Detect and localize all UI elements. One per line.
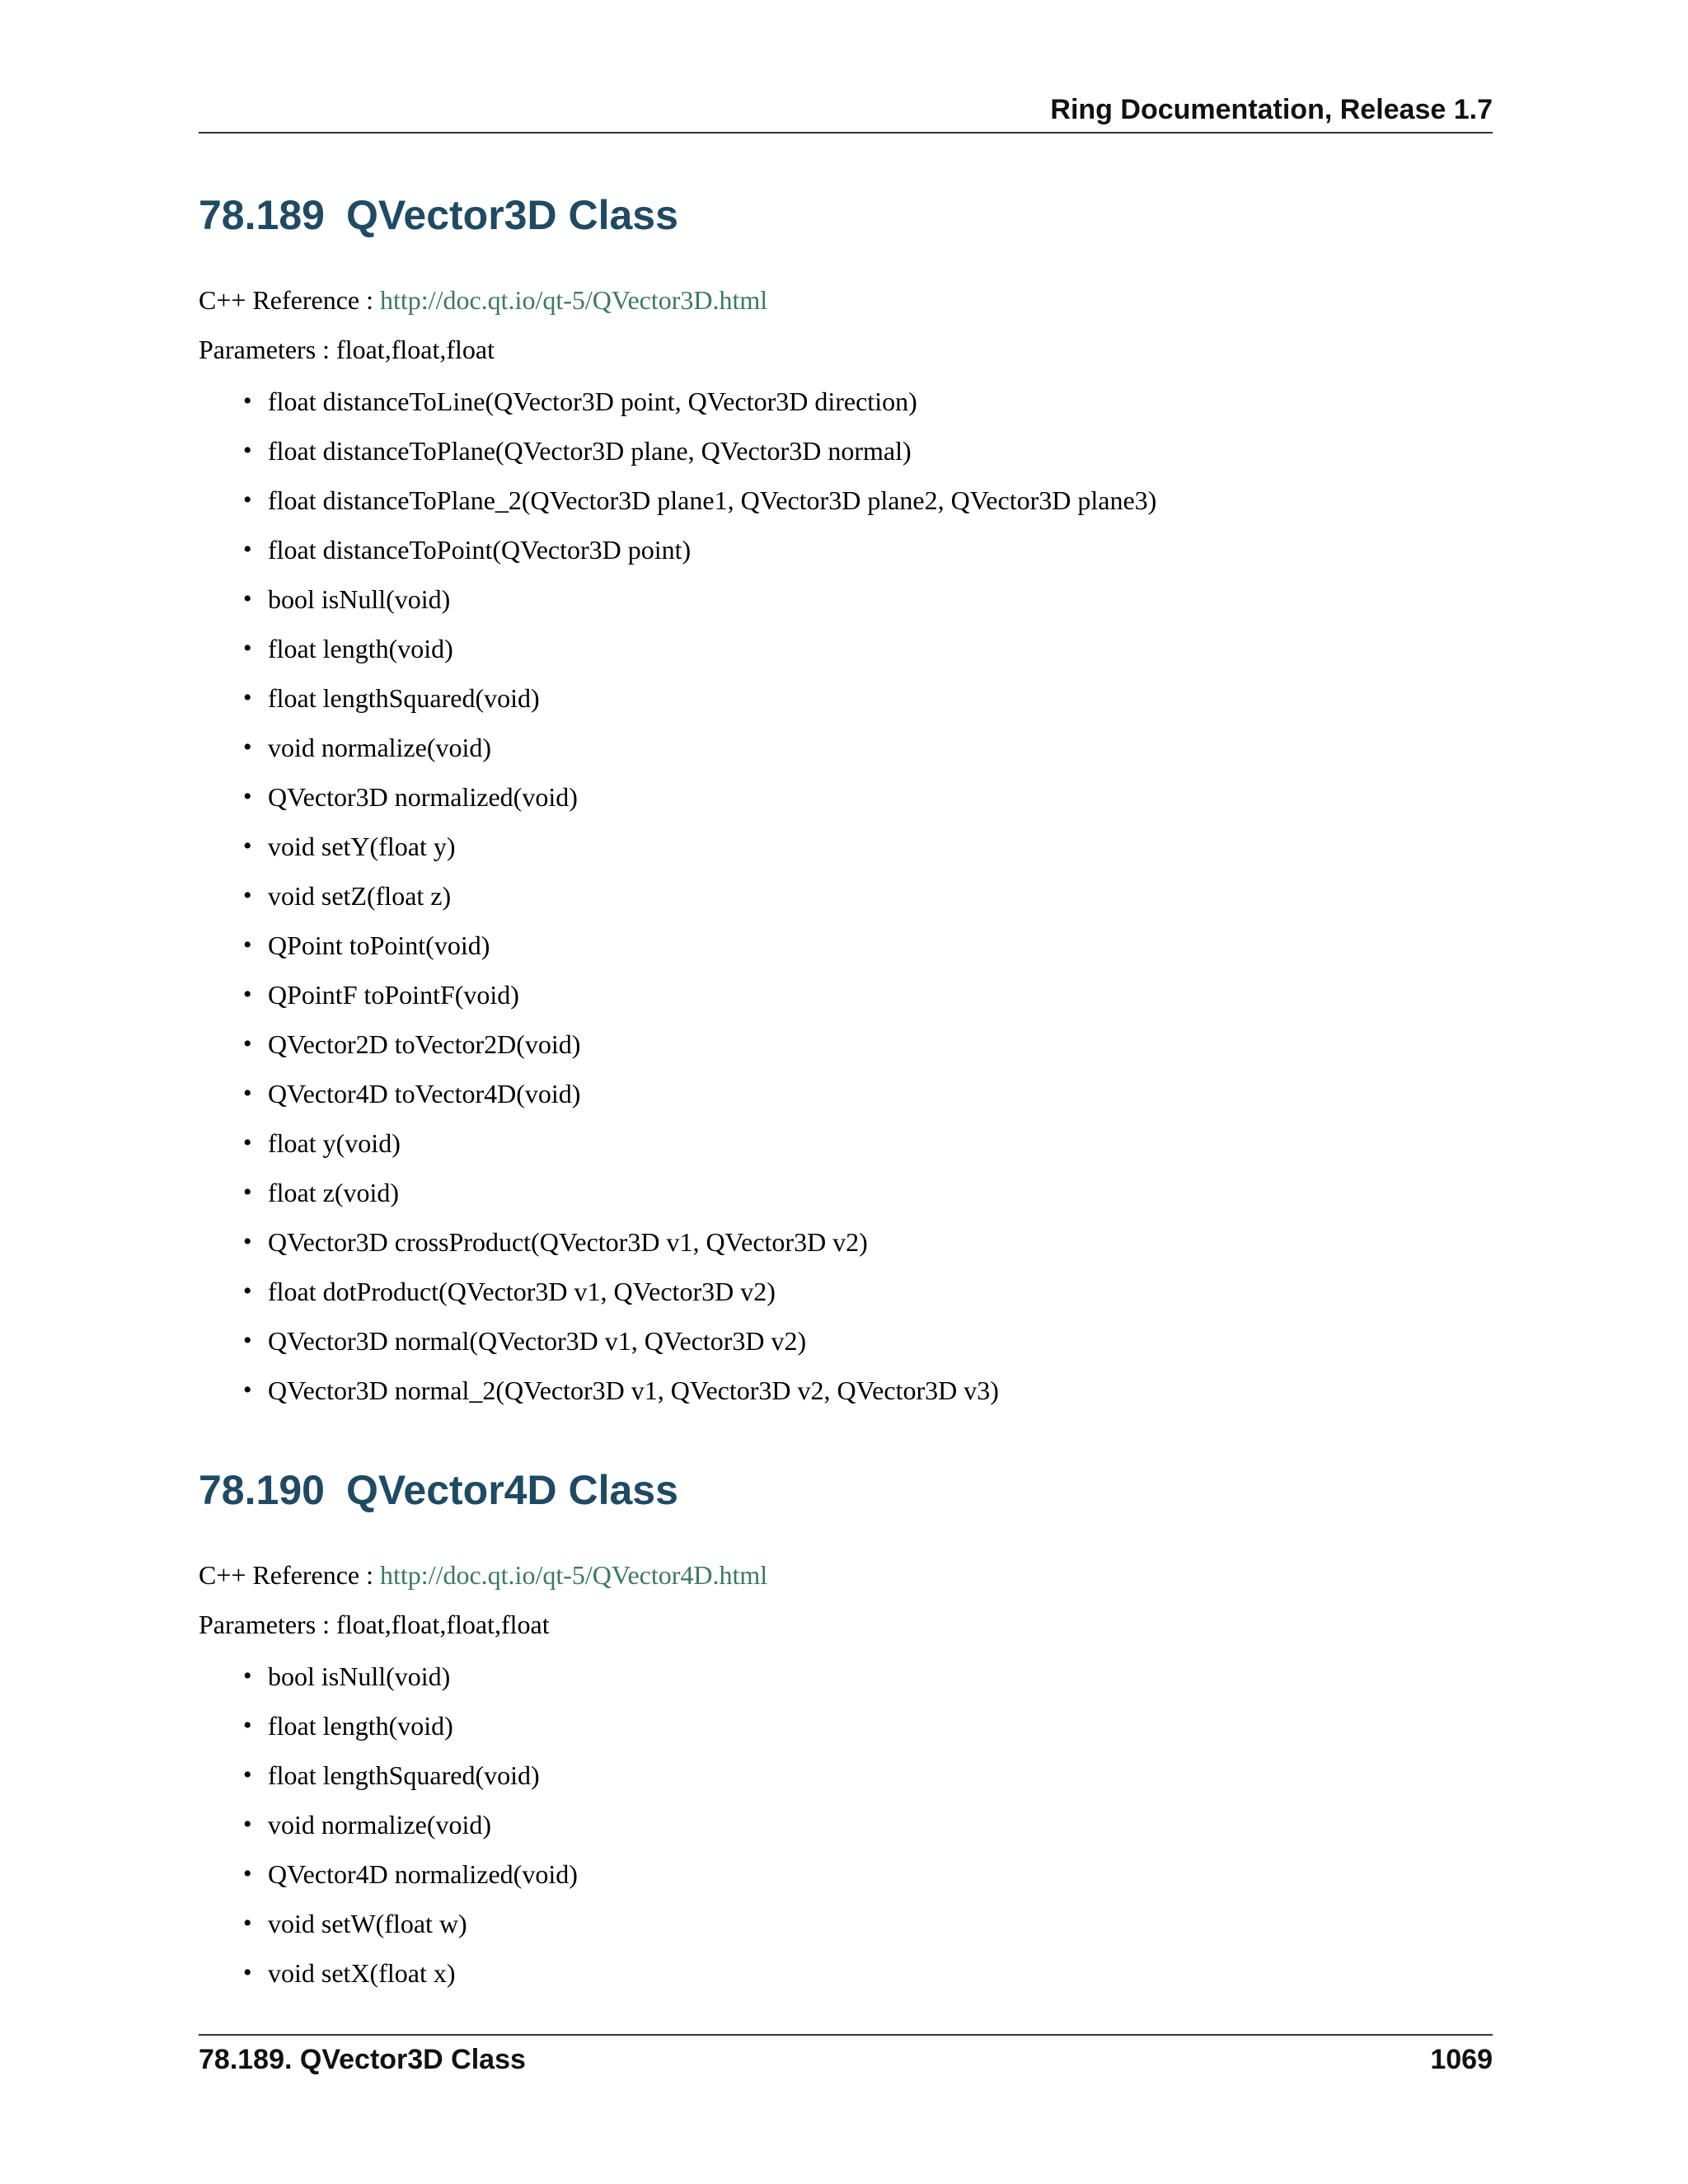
- bullet-icon: •: [243, 585, 252, 612]
- bullet-icon: •: [243, 635, 252, 662]
- method-signature: void setX(float x): [268, 1958, 456, 1988]
- section-number: 78.189: [199, 192, 325, 238]
- header-title: Ring Documentation, Release 1.7: [1050, 94, 1493, 125]
- method-signature: float y(void): [268, 1128, 401, 1158]
- cpp-reference-line: [199, 285, 767, 316]
- method-signature: QPointF toPointF(void): [268, 980, 519, 1010]
- bullet-icon: •: [243, 1761, 252, 1788]
- method-item: [243, 1750, 578, 1800]
- method-item: [243, 1217, 1156, 1267]
- page-footer: [199, 2034, 1493, 2085]
- footer-section-title: 78.189. QVector3D Class: [199, 2044, 526, 2075]
- method-signature: void setY(float y): [268, 832, 456, 861]
- method-signature: QVector4D toVector4D(void): [268, 1079, 581, 1108]
- method-item: [243, 377, 1156, 426]
- method-item: [243, 476, 1156, 525]
- method-signature: float lengthSquared(void): [268, 1760, 540, 1790]
- method-item: [243, 723, 1156, 772]
- bullet-icon: •: [243, 1277, 252, 1305]
- method-signature: void setZ(float z): [268, 881, 452, 911]
- method-signature: float dotProduct(QVector3D v1, QVector3D v2): [268, 1277, 776, 1306]
- method-signature: float length(void): [268, 634, 453, 663]
- parameters-value: float,float,float: [336, 335, 495, 364]
- bullet-icon: •: [243, 1030, 252, 1057]
- bullet-icon: •: [243, 832, 252, 860]
- method-item: [243, 525, 1156, 574]
- method-signature: QVector3D normalized(void): [268, 782, 578, 812]
- method-signature: bool isNull(void): [268, 584, 451, 614]
- cpp-reference-line: [199, 1560, 767, 1591]
- method-signature: void normalize(void): [268, 733, 492, 762]
- method-signature: QVector3D crossProduct(QVector3D v1, QVector3D v2): [268, 1227, 868, 1257]
- method-signature: float distanceToPlane(QVector3D plane, QVector3D normal): [268, 436, 912, 466]
- cpp-reference-link[interactable]: http://doc.qt.io/qt-5/QVector4D.html: [380, 1560, 768, 1590]
- method-signature: float z(void): [268, 1178, 400, 1207]
- section-number: 78.190: [199, 1467, 325, 1513]
- method-signature: float length(void): [268, 1711, 453, 1741]
- method-item: [243, 1069, 1156, 1118]
- bullet-icon: •: [243, 684, 252, 711]
- method-signature: float distanceToLine(QVector3D point, QVector3D direction): [268, 387, 917, 416]
- method-signature: float distanceToPoint(QVector3D point): [268, 535, 692, 565]
- method-signature: QPoint toPoint(void): [268, 930, 490, 960]
- method-item: [243, 1168, 1156, 1217]
- method-item: [243, 822, 1156, 871]
- parameters-line: [199, 1610, 550, 1640]
- method-list-qvector3d: [243, 377, 1156, 1415]
- bullet-icon: •: [243, 1662, 252, 1690]
- bullet-icon: •: [243, 1910, 252, 1937]
- parameters-label: Parameters :: [199, 335, 337, 364]
- bullet-icon: •: [243, 931, 252, 958]
- cpp-reference-label: C++ Reference :: [199, 1560, 380, 1590]
- method-signature: float lengthSquared(void): [268, 683, 540, 713]
- method-item: [243, 624, 1156, 673]
- method-list-qvector4d: [243, 1652, 578, 1998]
- bullet-icon: •: [243, 981, 252, 1008]
- bullet-icon: •: [243, 437, 252, 464]
- method-signature: bool isNull(void): [268, 1661, 451, 1691]
- page-header: [199, 92, 1493, 134]
- method-item: [243, 673, 1156, 723]
- method-item: [243, 426, 1156, 476]
- bullet-icon: •: [243, 1860, 252, 1887]
- method-item: [243, 1366, 1156, 1415]
- bullet-icon: •: [243, 783, 252, 810]
- method-item: [243, 1019, 1156, 1069]
- bullet-icon: •: [243, 1228, 252, 1255]
- section-heading-qvector3d: [199, 191, 678, 239]
- parameters-value: float,float,float,float: [336, 1610, 550, 1639]
- method-item: [243, 921, 1156, 970]
- cpp-reference-link[interactable]: http://doc.qt.io/qt-5/QVector3D.html: [380, 285, 768, 315]
- bullet-icon: •: [243, 1327, 252, 1354]
- bullet-icon: •: [243, 536, 252, 563]
- page-number: 1069: [1430, 2044, 1493, 2075]
- method-item: [243, 574, 1156, 624]
- bullet-icon: •: [243, 1712, 252, 1739]
- method-signature: QVector4D normalized(void): [268, 1859, 578, 1889]
- bullet-icon: •: [243, 1179, 252, 1206]
- method-item: [243, 871, 1156, 921]
- method-signature: QVector3D normal(QVector3D v1, QVector3D v2): [268, 1326, 807, 1356]
- bullet-icon: •: [243, 882, 252, 909]
- bullet-icon: •: [243, 733, 252, 761]
- method-item: [243, 1118, 1156, 1168]
- method-signature: float distanceToPlane_2(QVector3D plane1, QVector3D plane2, QVector3D plane3): [268, 485, 1157, 515]
- section-title: QVector3D Class: [345, 192, 678, 238]
- method-item: [243, 1800, 578, 1849]
- method-item: [243, 1948, 578, 1998]
- bullet-icon: •: [243, 1080, 252, 1107]
- method-signature: void setW(float w): [268, 1909, 467, 1938]
- parameters-line: [199, 335, 495, 365]
- cpp-reference-label: C++ Reference :: [199, 285, 380, 315]
- bullet-icon: •: [243, 1959, 252, 1986]
- method-signature: QVector3D normal_2(QVector3D v1, QVector3D v2, QVector3D v3): [268, 1376, 999, 1405]
- method-signature: QVector2D toVector2D(void): [268, 1029, 581, 1059]
- bullet-icon: •: [243, 1376, 252, 1404]
- section-title: QVector4D Class: [345, 1467, 678, 1513]
- bullet-icon: •: [243, 1129, 252, 1156]
- method-item: [243, 1849, 578, 1899]
- bullet-icon: •: [243, 387, 252, 415]
- method-item: [243, 1316, 1156, 1366]
- method-signature: void normalize(void): [268, 1810, 492, 1840]
- method-item: [243, 1267, 1156, 1316]
- method-item: [243, 970, 1156, 1019]
- section-heading-qvector4d: [199, 1466, 678, 1514]
- parameters-label: Parameters :: [199, 1610, 337, 1639]
- method-item: [243, 1701, 578, 1750]
- method-item: [243, 1899, 578, 1948]
- bullet-icon: •: [243, 1811, 252, 1838]
- method-item: [243, 772, 1156, 822]
- bullet-icon: •: [243, 486, 252, 513]
- method-item: [243, 1652, 578, 1701]
